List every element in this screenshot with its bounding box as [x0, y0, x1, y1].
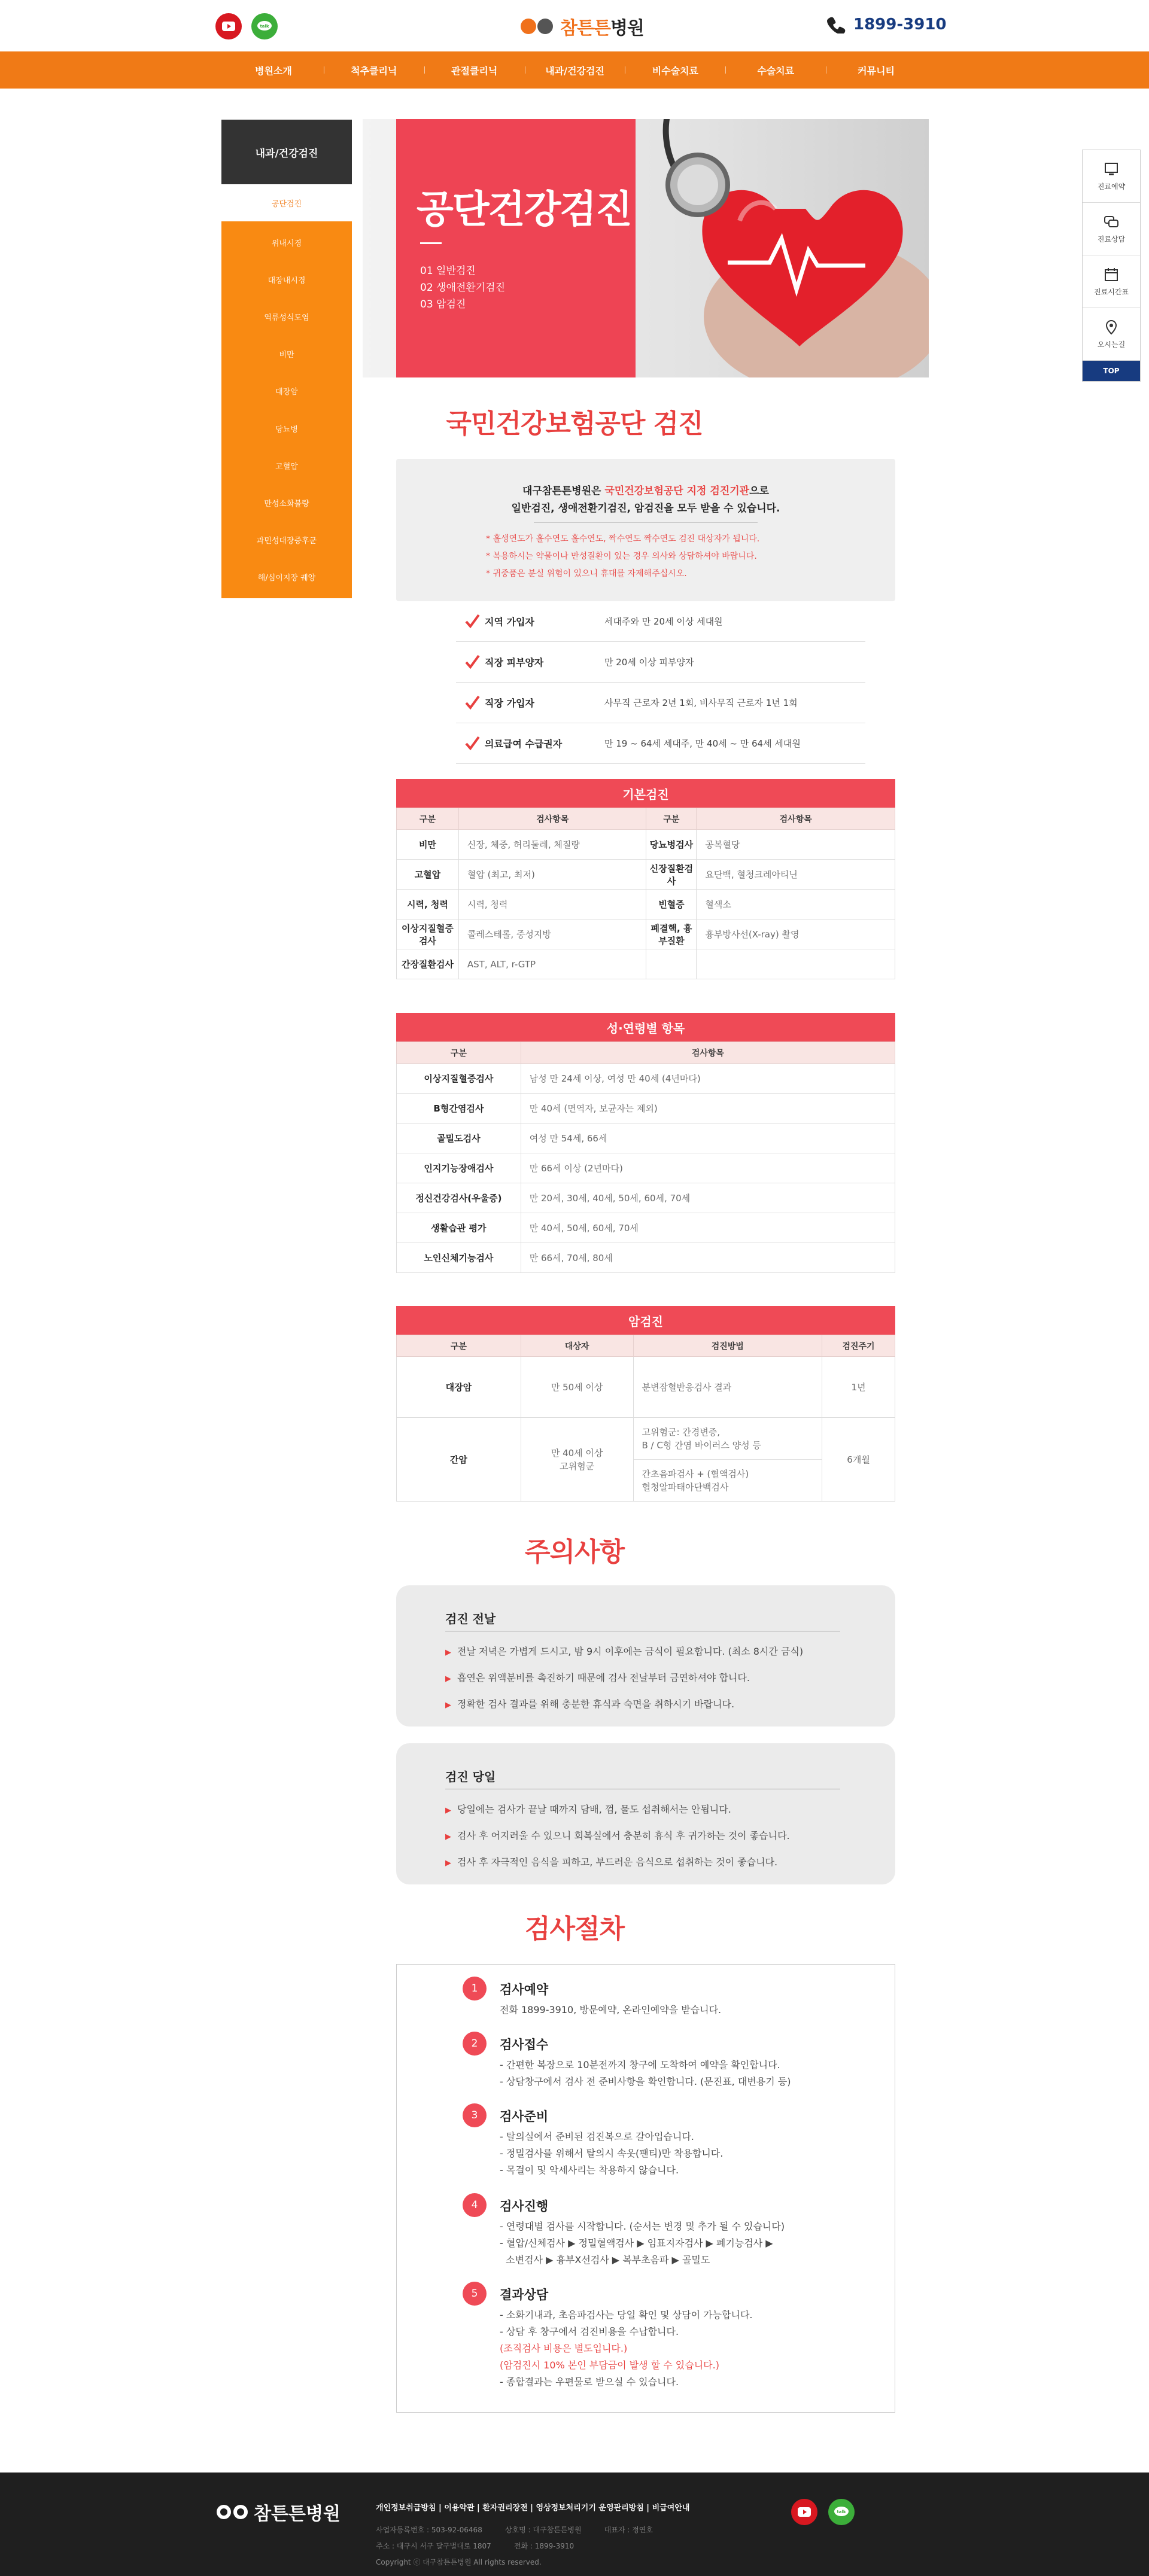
- table-row: [397, 1357, 895, 1418]
- step-description: [500, 2307, 753, 2391]
- quick-schedule-label: 진료시간표: [1094, 288, 1129, 296]
- table-cell: 만 66세 이상 (2년마다): [521, 1153, 895, 1183]
- step-line: 소변검사 ▶ 흉부X선검사 ▶ 복부초음파 ▶ 골밀도: [500, 2254, 710, 2266]
- check-icon: [456, 736, 485, 751]
- step-description: [500, 2002, 721, 2018]
- step-line: - 정밀검사를 위해서 탈의시 속옷(팬티)만 착용합니다.: [500, 2148, 724, 2159]
- table-header: 검사항목: [697, 808, 895, 830]
- target-value: 사무직 근로자 2년 1회, 비사무직 근로자 1년 1회: [604, 698, 798, 708]
- table-cell: [646, 949, 697, 979]
- check-icon: [456, 614, 485, 629]
- sidebar-item-current[interactable]: 공단검진: [221, 184, 352, 221]
- quick-menu: [1082, 150, 1141, 382]
- table-row: [397, 949, 895, 979]
- hero-red-panel: [396, 119, 636, 377]
- talk-text: talk: [260, 24, 269, 29]
- method-line: 간초음파검사 + (혈액검사): [642, 1468, 749, 1479]
- table-row: [397, 830, 895, 860]
- footer-copyright: Copyright ⓒ 대구참튼튼병원 All rights reserved.: [376, 2558, 542, 2566]
- table-cell: [521, 1418, 633, 1502]
- sidebar-item[interactable]: 당뇨병: [275, 425, 298, 434]
- caution-before-box: [396, 1585, 895, 1727]
- step-description: [500, 2057, 791, 2090]
- step-number: 4: [463, 2193, 487, 2217]
- intro-note: * 귀중품은 분실 위험이 있으니 휴대를 자제해주십시오.: [486, 569, 687, 578]
- table-row: [397, 1123, 895, 1153]
- phone-number[interactable]: [826, 16, 947, 34]
- step-number: 3: [463, 2103, 487, 2127]
- caution-item: ▶ 전날 저녁은 가볍게 드시고, 밤 9시 이후에는 금식이 필요합니다. (최소 8시간 금식): [445, 1639, 803, 1665]
- location-pin-icon: [1103, 319, 1120, 336]
- table-cell: B형간염검사: [397, 1094, 521, 1123]
- table-cell: 골밀도검사: [397, 1123, 521, 1153]
- table-cell: 인지기능장애검사: [397, 1153, 521, 1183]
- target-label: 직장 가입자: [485, 698, 534, 709]
- table-cell: 이상지질혈증검사: [397, 1064, 521, 1094]
- hospital-logo[interactable]: [519, 13, 644, 39]
- table-cell: 시력, 청력: [458, 890, 646, 919]
- nav-item[interactable]: 내과/건강검진: [525, 51, 625, 89]
- table-header: 검사항목: [458, 808, 646, 830]
- table-header: 구분: [397, 808, 459, 830]
- basic-table: [396, 808, 895, 979]
- quick-consult[interactable]: [1083, 203, 1140, 255]
- intro-line2: 일반검진, 생애전환기검진, 암검진을 모두 받을 수 있습니다.: [511, 503, 780, 514]
- table-cell: 생활습관 평가: [397, 1213, 521, 1243]
- caution-day-heading: 검진 당일: [445, 1770, 496, 1784]
- table-cell: 만 20세, 30세, 40세, 50세, 60세, 70세: [521, 1183, 895, 1213]
- caution-item: ▶ 흡연은 위액분비를 촉진하기 때문에 검사 전날부터 금연하셔야 합니다.: [445, 1665, 803, 1692]
- sidebar-item[interactable]: 비만: [279, 351, 294, 360]
- kakao-talk-icon[interactable]: [828, 2499, 855, 2525]
- step-line: - 혈압/신체검사 ▶ 정밀혈액검사 ▶ 임표지자검사 ▶ 폐기능검사 ▶: [500, 2237, 773, 2249]
- calendar-icon: [1103, 266, 1120, 283]
- table-header: 검진주기: [822, 1335, 895, 1357]
- sidebar-item[interactable]: 위내시경: [271, 239, 302, 248]
- step-title: 검사예약: [500, 1983, 549, 1997]
- table-cell: [633, 1418, 822, 1460]
- target-value: 만 19 ~ 64세 세대주, 만 40세 ~ 만 64세 세대원: [604, 738, 801, 749]
- table-cell: 신장질환검사: [646, 860, 697, 890]
- quick-location-label: 오시는길: [1097, 340, 1126, 349]
- table-row: [397, 919, 895, 949]
- table-cell: 정신건강검사(우울증): [397, 1183, 521, 1213]
- table-row: [397, 1183, 895, 1213]
- table-cell: [633, 1460, 822, 1502]
- caution-item: ▶ 당일에는 검사가 끝날 때까지 담배, 껌, 물도 섭취해서는 안됩니다.: [445, 1797, 790, 1823]
- hero-banner: [363, 119, 929, 377]
- table-row: [397, 1153, 895, 1183]
- hero-title: 공단건강검진: [417, 188, 631, 232]
- sidebar-item[interactable]: 만성소화불량: [264, 499, 309, 508]
- intro-line1-highlight: 국민건강보험공단 지정 검진기관: [604, 485, 750, 497]
- target-label: 의료급여 수급권자: [485, 738, 563, 750]
- table-row: [397, 1094, 895, 1123]
- table-cell: 고혈압: [397, 860, 459, 890]
- table-cell: 간암: [397, 1418, 521, 1502]
- footer-info-line: 주소 : 대구시 서구 달구벌대로 1807 전화 : 1899-3910: [376, 2542, 574, 2550]
- step-line: - 소화기내과, 초음파검사는 당일 확인 및 상담이 가능합니다.: [500, 2309, 753, 2321]
- check-icon: [456, 695, 485, 711]
- footer-logo-text: 참튼튼병원: [254, 2504, 341, 2525]
- table-cell: AST, ALT, r-GTP: [458, 949, 646, 979]
- table-cell: 노인신체기능검사: [397, 1243, 521, 1273]
- logo-text: 병원: [610, 18, 644, 39]
- target-value: 만 20세 이상 피부양자: [604, 657, 694, 668]
- intro-title: 국민건강보험공단 검진: [446, 409, 703, 439]
- table-cell: 빈혈증: [646, 890, 697, 919]
- target-row: [456, 601, 865, 642]
- table-cell: 대장암: [397, 1357, 521, 1418]
- step-line: - 간편한 복장으로 10분전까지 창구에 도착하여 예약을 확인합니다.: [500, 2059, 780, 2070]
- table-cell: 6개월: [822, 1418, 895, 1502]
- sidebar-item[interactable]: 역류성식도염: [264, 313, 309, 322]
- table-cell: 만 66세, 70세, 80세: [521, 1243, 895, 1273]
- sidebar-item[interactable]: 해/심이지장 궤양: [257, 574, 316, 583]
- sidebar-item[interactable]: 대장내시경: [268, 276, 306, 285]
- logo-accent-text: 참튼튼: [560, 18, 610, 39]
- logo-mark-icon: [215, 2503, 249, 2521]
- table-cell: 시력, 청력: [397, 890, 459, 919]
- intro-line1-pre: 대구참튼튼병원은: [522, 485, 605, 497]
- table-cell: 남성 만 24세 이상, 여성 만 40세 (4년마다): [521, 1064, 895, 1094]
- table-header: 대상자: [521, 1335, 633, 1357]
- nav-item[interactable]: 비수술치료: [625, 51, 725, 89]
- intro-note: * 홀생연도가 홀수연도 홀수연도, 짝수연도 짝수연도 검진 대상자가 됩니다.: [486, 534, 760, 544]
- youtube-icon[interactable]: [215, 13, 242, 39]
- footer: [0, 2473, 1149, 2576]
- footer-links[interactable]: 개인정보취급방침 | 이용약관 | 환자권리장전 | 영상정보처리기기 운영관리방침 | 비급여안내: [376, 2504, 690, 2513]
- procedure-box: [396, 1964, 895, 2413]
- quick-consult-label: 진료상담: [1097, 235, 1126, 243]
- procedure-title: 검사절차: [524, 1914, 624, 1944]
- target-row: [456, 642, 865, 683]
- gender-table-caption: 성·연령별 항목: [396, 1013, 895, 1042]
- table-row: [397, 1213, 895, 1243]
- table-header: 구분: [397, 1335, 521, 1357]
- intro-box: [396, 459, 895, 601]
- step-line: - 목걸이 및 악세사리는 착용하지 않습니다.: [500, 2164, 679, 2176]
- kakao-talk-icon[interactable]: [251, 13, 278, 39]
- table-cell: [697, 949, 895, 979]
- table-cell: 콜레스테롤, 중성지방: [458, 919, 646, 949]
- cancer-table: [396, 1335, 895, 1502]
- caution-item: ▶ 검사 후 어지러울 수 있으니 회복실에서 충분히 휴식 후 귀가하는 것이 좋습니다.: [445, 1823, 790, 1850]
- talk-text: talk: [837, 2510, 846, 2514]
- table-cell: 이상지질혈증검사: [397, 919, 459, 949]
- step-number: 1: [463, 1977, 487, 2000]
- table-cell: 혈압 (최고, 최저): [458, 860, 646, 890]
- table-cell: 당뇨병검사: [646, 830, 697, 860]
- table-cell: 폐결핵, 흉부질환: [646, 919, 697, 949]
- sidebar: [221, 120, 352, 598]
- table-cell: 여성 만 54세, 66세: [521, 1123, 895, 1153]
- quick-location[interactable]: [1083, 308, 1140, 361]
- sidebar-title: 내과/건강검진: [221, 120, 352, 184]
- sidebar-item[interactable]: 대장암: [275, 388, 298, 397]
- table-cell: 흉부방사선(X-ray) 촬영: [697, 919, 895, 949]
- step-line: - 상담창구에서 검사 전 준비사항을 확인합니다. (문진표, 대변용기 등): [500, 2076, 791, 2087]
- target-row: [456, 723, 865, 764]
- phone-icon: [826, 16, 849, 34]
- quick-reservation-label: 진료예약: [1097, 182, 1126, 191]
- hero-item: 02 생애전환기검진: [420, 282, 505, 294]
- table-cell: 1년: [822, 1357, 895, 1418]
- table-cell: 혈색소: [697, 890, 895, 919]
- table-header: 검진방법: [633, 1335, 822, 1357]
- table-row: [397, 1064, 895, 1094]
- table-header: 구분: [397, 1042, 521, 1064]
- table-cell: 요단백, 혈청크레아티닌: [697, 860, 895, 890]
- youtube-icon[interactable]: [791, 2499, 817, 2525]
- step-line: - 탈의실에서 준비된 검진복으로 갈아입습니다.: [500, 2131, 694, 2142]
- step-number: 5: [463, 2282, 487, 2306]
- footer-info: [376, 2522, 653, 2571]
- footer-logo[interactable]: [215, 2499, 341, 2525]
- table-cell: 만 50세 이상: [521, 1357, 633, 1418]
- step-line: - 상담 후 창구에서 검진비용을 수납합니다.: [500, 2326, 679, 2337]
- step-line: (조직검사 비용은 별도입니다.): [500, 2343, 628, 2354]
- step-title: 검사진행: [500, 2199, 549, 2213]
- step-line: - 종합결과는 우편물로 받으실 수 있습니다.: [500, 2376, 679, 2388]
- caution-title: 주의사항: [524, 1537, 624, 1567]
- method-line: B / C형 간염 바이러스 양성 등: [642, 1439, 761, 1451]
- phone-number-text: 1899-3910: [853, 16, 947, 34]
- quick-reservation[interactable]: [1083, 150, 1140, 203]
- step-description: [500, 2129, 723, 2179]
- step-number: 2: [463, 2032, 487, 2056]
- hero-list: [420, 263, 505, 313]
- logo-mark-icon: [519, 16, 555, 36]
- target-value: 세대주와 만 20세 이상 세대원: [604, 616, 723, 627]
- gender-table: [396, 1042, 895, 1273]
- sidebar-item[interactable]: 과민성대장증후군: [256, 537, 317, 546]
- quick-schedule[interactable]: [1083, 255, 1140, 308]
- nav-item[interactable]: 커뮤니티: [826, 51, 926, 89]
- nav-item[interactable]: 척추클리닉: [324, 51, 424, 89]
- main-nav: [0, 51, 1149, 89]
- caution-item: ▶ 검사 후 자극적인 음식을 피하고, 부드러운 음식으로 섭취하는 것이 좋습니다.: [445, 1850, 790, 1876]
- target-line: 만 40세 이상: [551, 1447, 603, 1458]
- step-line: 전화 1899-3910, 방문예약, 온라인예약을 받습니다.: [500, 2004, 722, 2015]
- nav-item[interactable]: 관절클리닉: [424, 51, 525, 89]
- target-label: 지역 가입자: [485, 616, 534, 628]
- intro-line1-post: 으로: [749, 485, 769, 497]
- step-title: 결과상담: [500, 2288, 549, 2302]
- intro-note: * 복용하시는 약물이나 만성질환이 있는 경우 의사와 상담하셔야 바랍니다.: [486, 552, 757, 561]
- nav-item[interactable]: 병원소개: [255, 65, 292, 77]
- target-row: [456, 683, 865, 723]
- table-cell: 만 40세, 50세, 60세, 70세: [521, 1213, 895, 1243]
- hero-item: 03 암검진: [420, 299, 466, 310]
- footer-info-line: 사업자등록번호 : 503-92-06468 상호명 : 대구참튼튼병원 대표자 : 정연호: [376, 2526, 653, 2534]
- step-title: 검사접수: [500, 2038, 549, 2052]
- caution-item: ▶ 정확한 검사 결과를 위해 충분한 휴식과 숙면을 취하시기 바랍니다.: [445, 1692, 803, 1718]
- step-description: [500, 2218, 785, 2269]
- caution-before-heading: 검진 전날: [445, 1612, 496, 1626]
- table-cell: 공복혈당: [697, 830, 895, 860]
- caution-day-box: [396, 1743, 895, 1884]
- table-header: 구분: [646, 808, 697, 830]
- top-button[interactable]: TOP: [1083, 361, 1140, 381]
- step-title: 검사준비: [500, 2109, 549, 2124]
- target-label: 직장 피부양자: [485, 657, 544, 668]
- table-row: [397, 1243, 895, 1273]
- target-line: 고위험군: [560, 1460, 595, 1472]
- nav-item[interactable]: 수술치료: [725, 51, 826, 89]
- method-line: 혈청알파태아단백검사: [642, 1481, 729, 1493]
- step-line: (암검진시 10% 본인 부담금이 발생 할 수 있습니다.): [500, 2359, 719, 2371]
- table-cell: 분변잠혈반응검사 결과: [633, 1357, 822, 1418]
- heart-stethoscope-image: [626, 119, 929, 377]
- table-cell: 만 40세 (면역자, 보균자는 제외): [521, 1094, 895, 1123]
- table-header: 검사항목: [521, 1042, 895, 1064]
- table-row: [397, 860, 895, 890]
- basic-table-caption: 기본검진: [396, 779, 895, 808]
- table-row: [397, 1418, 895, 1460]
- monitor-icon: [1103, 161, 1120, 178]
- check-icon: [456, 654, 485, 670]
- chat-icon: [1103, 214, 1120, 230]
- top-header: [0, 0, 1149, 51]
- sidebar-item[interactable]: 고혈압: [275, 462, 298, 471]
- table-cell: 비만: [397, 830, 459, 860]
- target-list: [456, 601, 865, 764]
- method-line: 고위험군: 간경변증,: [642, 1426, 721, 1438]
- cancer-table-caption: 암검진: [396, 1306, 895, 1335]
- table-cell: 간장질환검사: [397, 949, 459, 979]
- step-line: - 연령대별 검사를 시작합니다. (순서는 변경 및 추가 될 수 있습니다): [500, 2221, 785, 2232]
- hero-item: 01 일반검진: [420, 265, 476, 277]
- table-cell: 신장, 체중, 허리둘레, 체질량: [458, 830, 646, 860]
- table-row: [397, 890, 895, 919]
